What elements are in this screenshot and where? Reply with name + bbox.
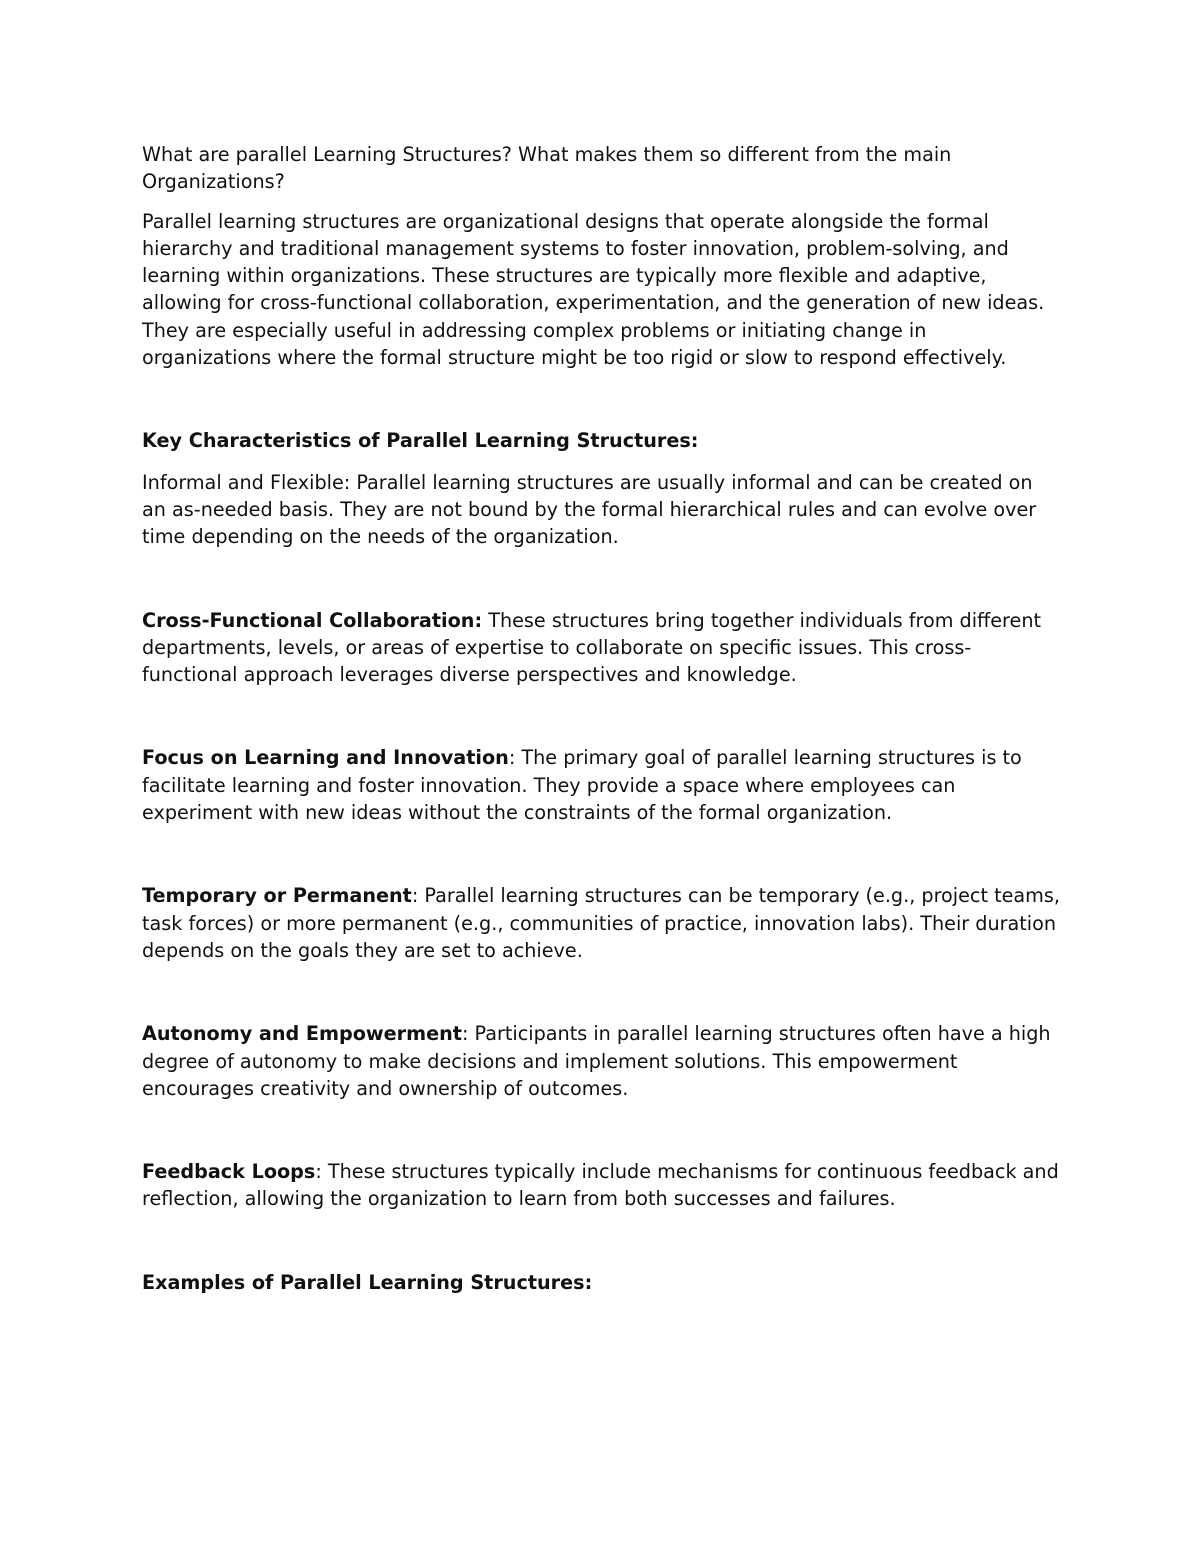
characteristic-text: : The primary goal of parallel learning structures is to facilitate learning and foster innovation. They provide a space where employees can experiment with new ideas without the constraints of the formal organization. <box>142 746 1022 825</box>
question-paragraph: What are parallel Learning Structures? What makes them so different from the main Organizations? <box>142 143 952 194</box>
characteristic-term: Feedback Loops <box>142 1160 316 1184</box>
characteristic-term: Temporary or Permanent <box>142 884 412 908</box>
characteristic-text: : These structures typically include mechanisms for continuous feedback and reflection, allowing the organization to learn from both successes and failures. <box>142 1160 1059 1211</box>
characteristic-text: These structures bring together individuals from different departments, levels, or areas of expertise to collaborate on specific issues. This cross-functional approach leverages diverse perspectives and knowledge. <box>142 608 1042 687</box>
characteristic-text: : Parallel learning structures can be temporary (e.g., project teams, task forces) or more permanent (e.g., communities of practice, innovation labs). Their duration depends on the goals they are set to achieve. <box>142 884 1060 962</box>
characteristics-heading: Key Characteristics of Parallel Learning Structures: <box>142 429 699 453</box>
characteristic-term: Cross-Functional Collaboration: <box>142 608 483 632</box>
characteristic-learning-innovation <box>142 744 1060 826</box>
intro-paragraph: Parallel learning structures are organizational designs that operate alongside the formal hierarchy and traditional management systems to foster innovation, problem-solving, and learning within organizations. These structures are typically more flexible and adaptive, allowing for cross-functional collaboration, experimentation, and the generation of new ideas. They are especially useful in addressing complex problems or initiating change in organizations where the formal structure might be too rigid or slow to respond effectively. <box>142 209 1045 370</box>
characteristic-autonomy-empowerment <box>142 1020 1060 1102</box>
examples-heading: Examples of Parallel Learning Structures: <box>142 1270 593 1294</box>
characteristic-term: Autonomy and Empowerment <box>142 1022 462 1046</box>
characteristic-temporary-permanent <box>142 882 1060 964</box>
characteristic-cross-functional <box>142 607 1060 689</box>
characteristic-text: Informal and Flexible: Parallel learning structures are usually informal and can be created on an as-needed basis. They are not bound by the formal hierarchical rules and can evolve over time depending on the needs of the organization. <box>142 470 1037 549</box>
characteristic-informal-flexible <box>142 469 1060 551</box>
characteristic-text: : Participants in parallel learning structures often have a high degree of autonomy to make decisions and implement solutions. This empowerment encourages creativity and ownership of outcomes. <box>142 1022 1051 1100</box>
characteristic-feedback-loops <box>142 1158 1060 1213</box>
characteristic-term: Focus on Learning and Innovation <box>142 746 509 770</box>
document-body <box>142 141 1060 1296</box>
